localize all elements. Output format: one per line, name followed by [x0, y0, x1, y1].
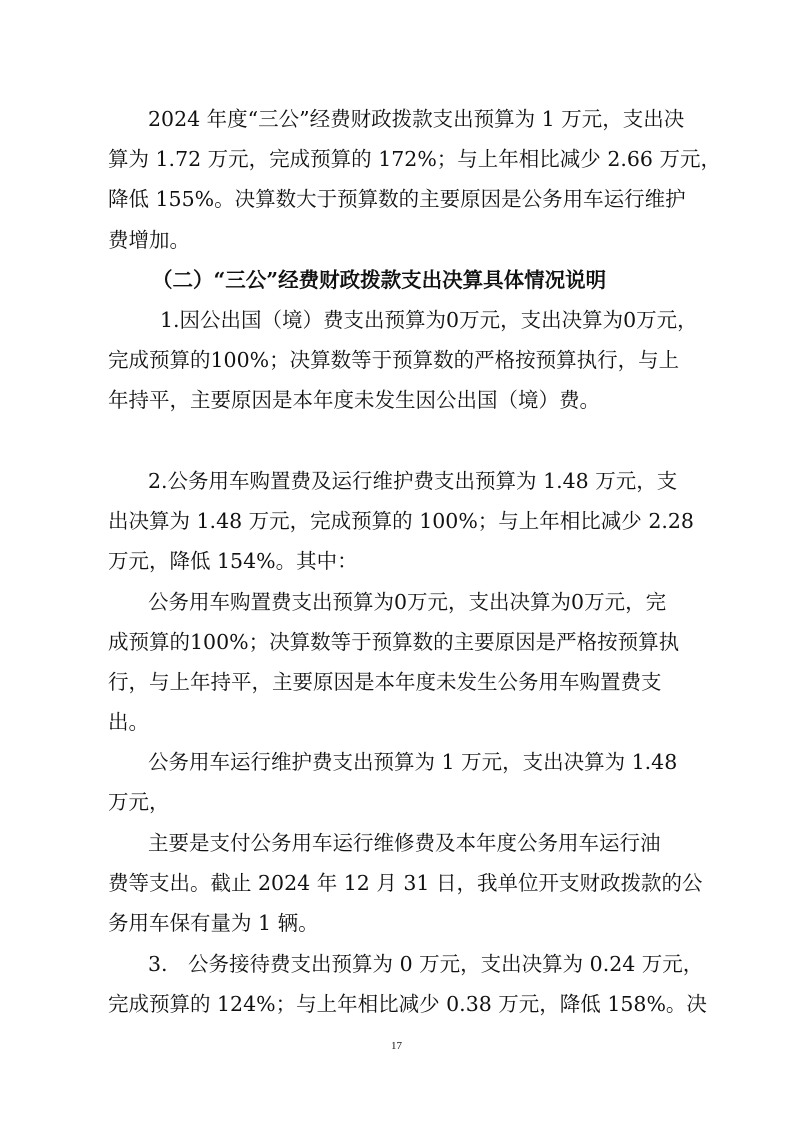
- paragraph-3-line-3: 万元，降低 154%。其中：: [108, 549, 358, 573]
- paragraph-4-line-4: 出。: [108, 710, 149, 734]
- paragraph-5-line-2: 万元，: [108, 790, 170, 814]
- paragraph-1-line-3: 降低 155%。决算数大于预算数的主要原因是公务用车运行维护: [108, 187, 686, 211]
- paragraph-1-line-2: 算为 1.72 万元，完成预算的 172%；与上年相比减少 2.66 万元，: [108, 147, 721, 171]
- paragraph-3-line-2: 出决算为 1.48 万元，完成预算的 100%；与上年相比减少 2.28: [108, 509, 694, 533]
- paragraph-7-line-1: 3. 公务接待费支出预算为 0 万元，支出决算为 0.24 万元，: [148, 952, 704, 976]
- paragraph-1-line-4: 费增加。: [108, 228, 190, 252]
- page-number: 17: [391, 1040, 402, 1052]
- paragraph-6-line-3: 务用车保有量为 1 辆。: [108, 911, 319, 935]
- section-heading: （二）“三公”经费财政拨款支出决算具体情况说明: [152, 268, 607, 292]
- paragraph-2-line-2: 完成预算的100%；决算数等于预算数的严格按预算执行，与上: [108, 348, 680, 372]
- paragraph-4-line-3: 行，与上年持平，主要原因是本年度未发生公务用车购置费支: [108, 670, 662, 694]
- paragraph-4-line-2: 成预算的100%；决算数等于预算数的主要原因是严格按预算执: [108, 630, 680, 654]
- paragraph-2-line-3: 年持平，主要原因是本年度未发生因公出国（境）费。: [108, 388, 600, 412]
- paragraph-6-line-2: 费等支出。截止 2024 年 12 月 31 日，我单位开支财政拨款的公: [108, 871, 703, 895]
- paragraph-1-line-1: 2024 年度“三公”经费财政拨款支出预算为 1 万元，支出决: [148, 107, 685, 131]
- paragraph-4-line-1: 公务用车购置费支出预算为0万元，支出决算为0万元，完: [148, 590, 667, 614]
- paragraph-7-line-2: 完成预算的 124%；与上年相比减少 0.38 万元，降低 158%。决: [108, 992, 707, 1016]
- paragraph-2-line-1: 1.因公出国（境）费支出预算为0万元，支出决算为0万元，: [160, 308, 698, 332]
- paragraph-5-line-1: 公务用车运行维护费支出预算为 1 万元，支出决算为 1.48: [148, 750, 678, 774]
- paragraph-6-line-1: 主要是支付公务用车运行维修费及本年度公务用车运行油: [148, 831, 661, 855]
- paragraph-3-line-1: 2.公务用车购置费及运行维护费支出预算为 1.48 万元，支: [148, 469, 678, 493]
